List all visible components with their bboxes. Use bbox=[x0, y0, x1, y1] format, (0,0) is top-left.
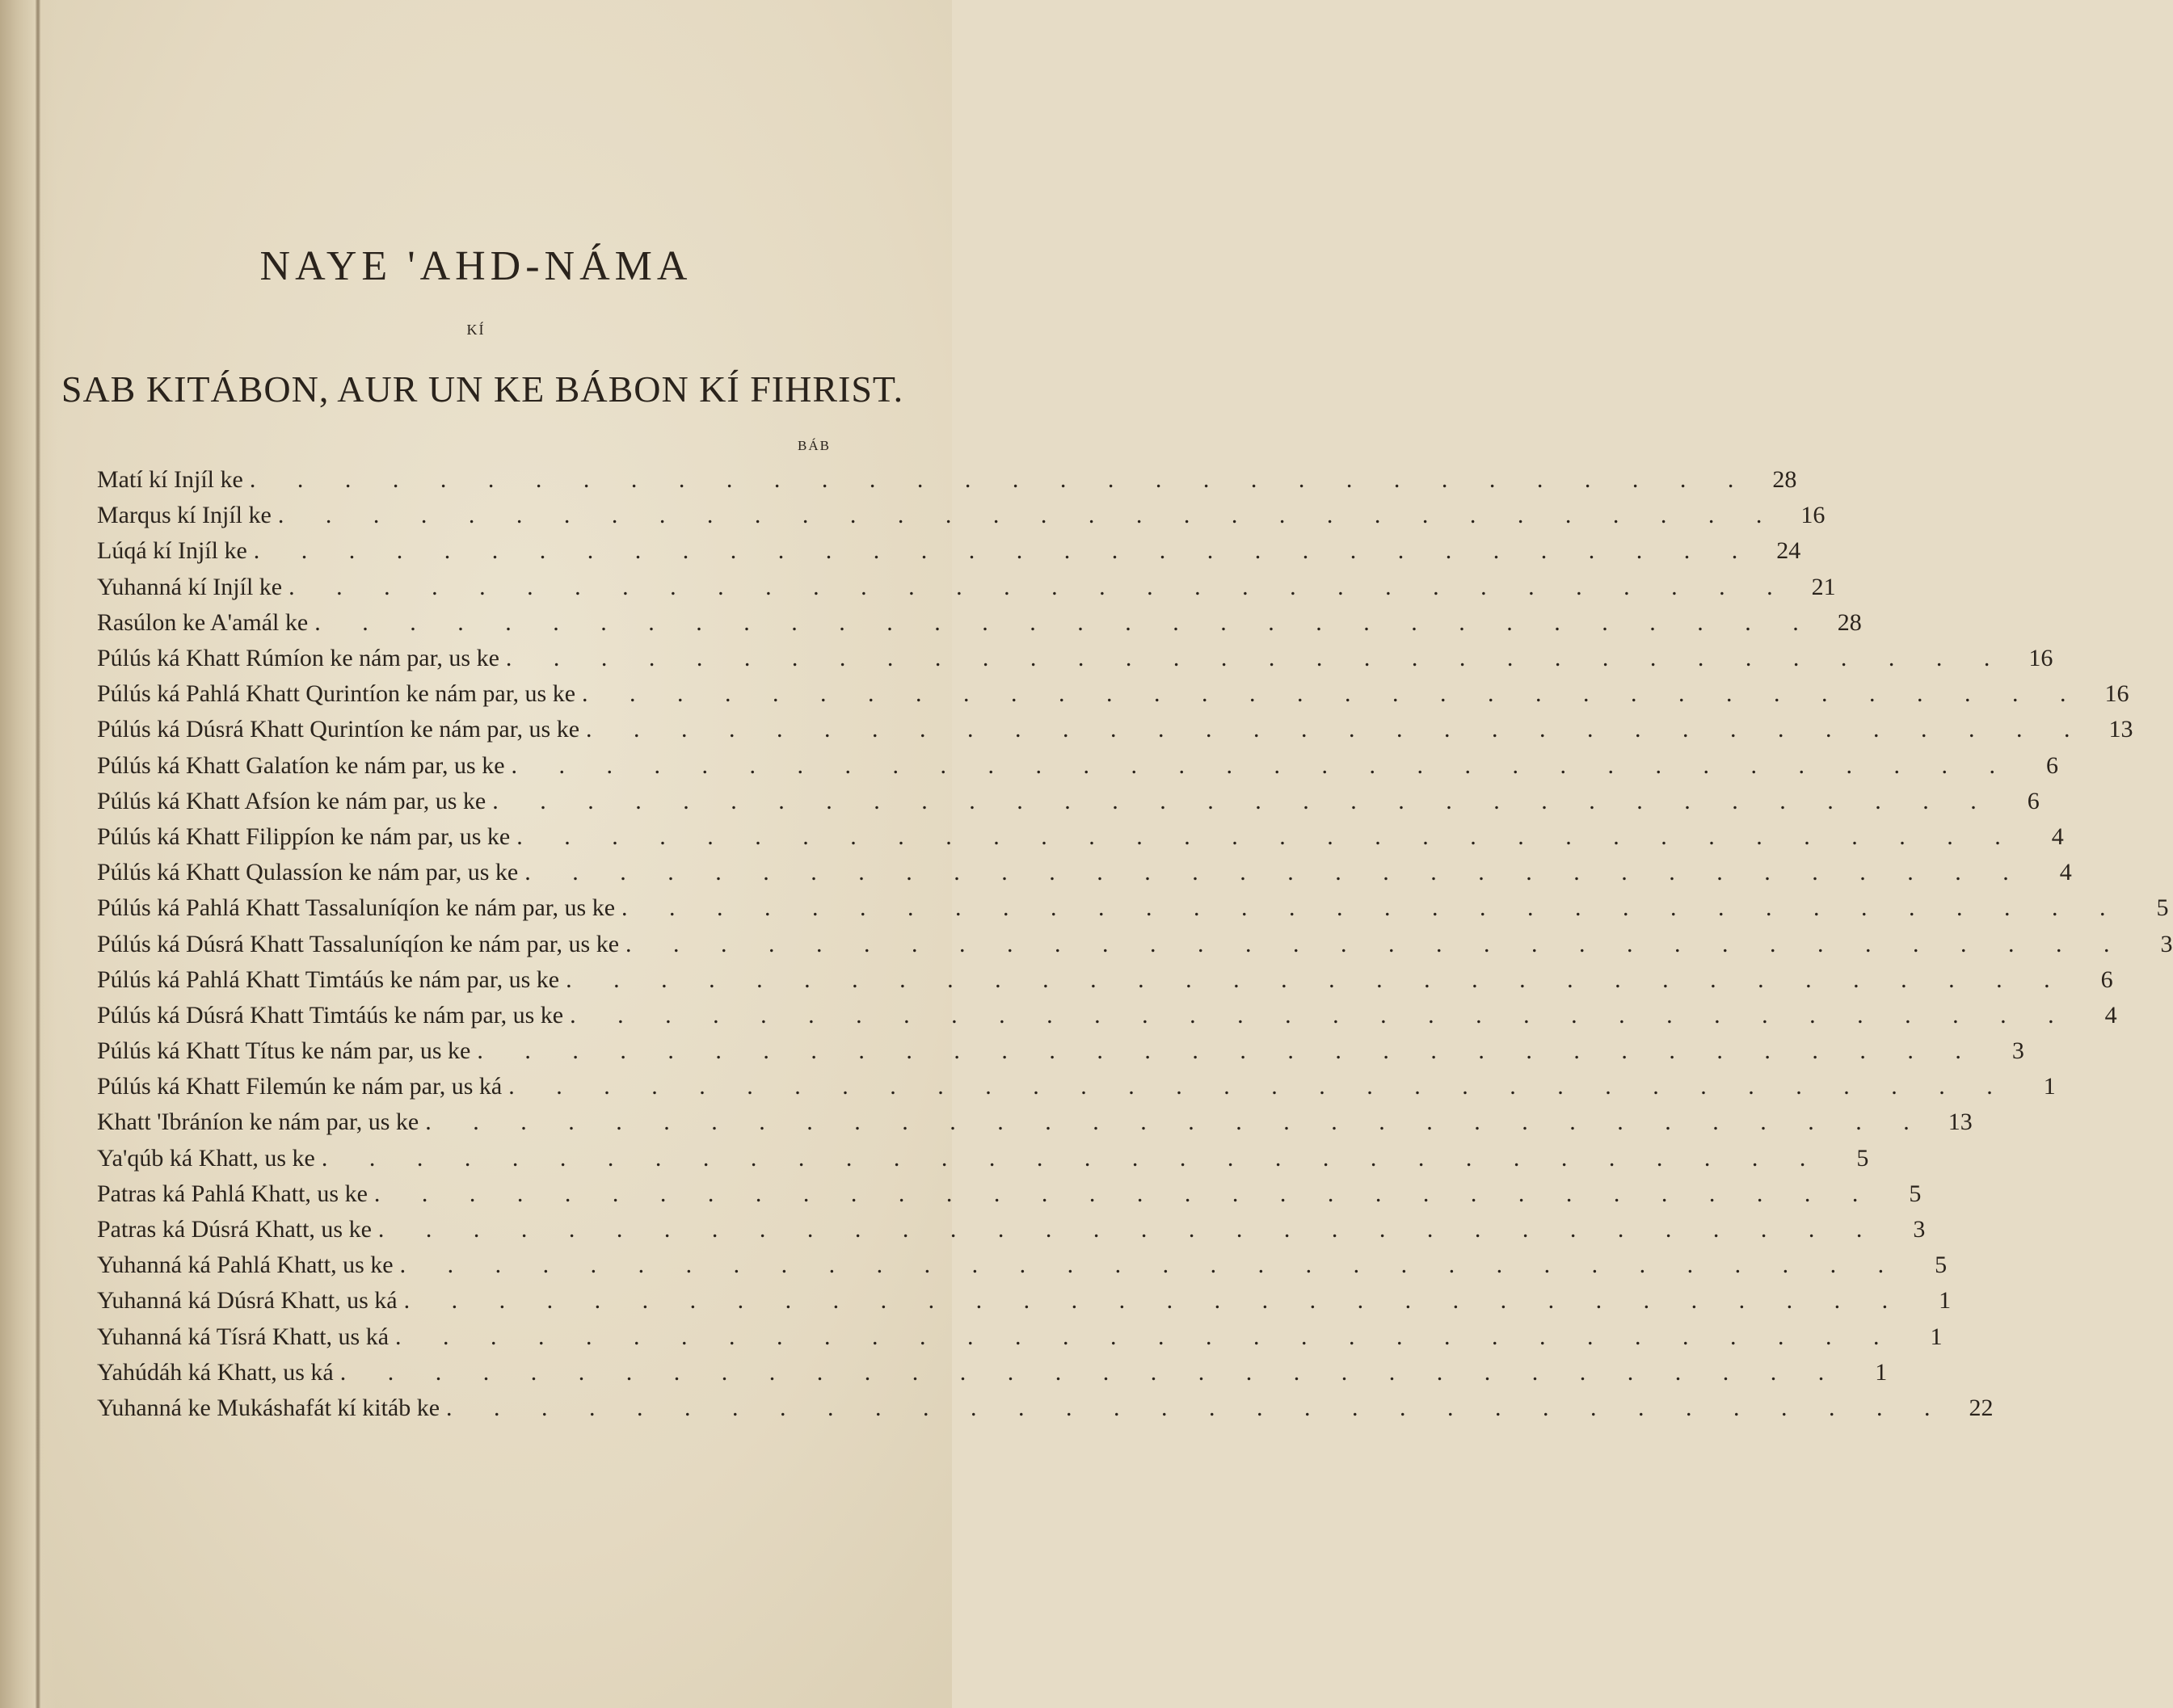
toc-entry bbox=[97, 1176, 1922, 1212]
toc-entry-chapter-count: 1 bbox=[1875, 1358, 1888, 1386]
toc-entry bbox=[97, 1390, 1994, 1426]
toc-entry bbox=[97, 926, 2173, 961]
toc-entry-chapter-count: 5 bbox=[1856, 1144, 1869, 1172]
toc-entry-chapter-count: 4 bbox=[2059, 859, 2072, 886]
dot-leader: . . . . . . . . . . . . . . . . . . . . . . . . . . . . . . . . bbox=[288, 573, 1791, 600]
toc-entry bbox=[97, 605, 1862, 641]
contents-heading: SAB KITÁBON, AUR UN KE BÁBON KÍ FIHRIST. bbox=[61, 368, 904, 410]
toc-entry-title: Púlús ká Khatt Filippíon ke nám par, us ke bbox=[97, 822, 511, 850]
table-of-contents bbox=[97, 462, 2173, 1426]
toc-entry-chapter-count: 16 bbox=[2104, 680, 2129, 708]
toc-entry bbox=[97, 819, 2064, 855]
toc-entry-chapter-count: 13 bbox=[2108, 716, 2133, 743]
toc-entry-chapter-count: 24 bbox=[1776, 537, 1801, 565]
dot-leader: . . . . . . . . . . . . . . . . . . . . . . . . . . . . . . . . bbox=[511, 751, 2014, 779]
toc-entry bbox=[97, 998, 2117, 1033]
toc-entry-title: Púlús ká Dúsrá Khatt Tassaluníqíon ke nám par, us ke bbox=[97, 930, 620, 957]
toc-entry-title: Púlús ká Pahlá Khatt Timtáús ke nám par, us ke bbox=[97, 965, 560, 993]
toc-entry bbox=[97, 962, 2113, 998]
dot-leader: . . . . . . . . . . . . . . . . . . . . . . . . . . . . . . . . bbox=[253, 537, 1756, 565]
toc-entry bbox=[97, 1141, 1869, 1176]
dot-leader: . . . . . . . . . . . . . . . . . . . . . . . . . . . . . . . . bbox=[446, 1394, 1948, 1421]
dot-leader: . . . . . . . . . . . . . . . . . . . . . . . . . . . . . . . . bbox=[566, 965, 2068, 993]
toc-entry-title: Púlús ká Khatt Títus ke nám par, us ke bbox=[97, 1037, 471, 1065]
toc-entry bbox=[97, 533, 1801, 569]
toc-entry-title: Púlús ká Khatt Afsíon ke nám par, us ke bbox=[97, 787, 486, 814]
dot-leader: . . . . . . . . . . . . . . . . . . . . . . . . . . . . . . . . bbox=[505, 645, 2008, 672]
dot-leader: . . . . . . . . . . . . . . . . . . . . . . . . . . . . . . . . bbox=[492, 787, 1994, 814]
toc-entry-title: Lúqá kí Injíl ke bbox=[97, 537, 247, 565]
toc-entry-chapter-count: 5 bbox=[1909, 1180, 1922, 1207]
toc-entry-chapter-count: 21 bbox=[1811, 573, 1836, 600]
toc-entry bbox=[97, 1319, 1943, 1355]
toc-entry bbox=[97, 1283, 1952, 1319]
toc-entry-chapter-count: 22 bbox=[1969, 1394, 1994, 1421]
toc-entry-chapter-count: 4 bbox=[2051, 822, 2064, 850]
toc-entry-chapter-count: 13 bbox=[1948, 1109, 1973, 1136]
dot-leader: . . . . . . . . . . . . . . . . . . . . . . . . . . . . . . . . bbox=[586, 716, 2088, 743]
dot-leader: . . . . . . . . . . . . . . . . . . . . . . . . . . . . . . . . bbox=[508, 1073, 2011, 1100]
chapters-column-header: BÁB bbox=[798, 438, 831, 453]
toc-entry-title: Púlús ká Pahlá Khatt Tassaluníqíon ke nám par, us ke bbox=[97, 894, 616, 922]
toc-entry bbox=[97, 498, 1826, 533]
toc-entry-title: Patras ká Pahlá Khatt, us ke bbox=[97, 1180, 368, 1207]
toc-entry-title: Púlús ká Khatt Rúmíon ke nám par, us ke bbox=[97, 645, 499, 672]
dot-leader: . . . . . . . . . . . . . . . . . . . . . . . . . . . . . . . . bbox=[277, 502, 1780, 529]
toc-entry-chapter-count: 16 bbox=[1800, 502, 1826, 529]
toc-entry-title: Púlús ká Pahlá Khatt Qurintíon ke nám par, us ke bbox=[97, 680, 576, 708]
toc-entry bbox=[97, 712, 2133, 747]
toc-entry-title: Yuhanná ká Pahlá Khatt, us ke bbox=[97, 1252, 394, 1279]
toc-entry-chapter-count: 6 bbox=[2046, 751, 2059, 779]
toc-entry-chapter-count: 28 bbox=[1837, 608, 1862, 636]
dot-leader: . . . . . . . . . . . . . . . . . . . . . . . . . . . . . . . . bbox=[249, 466, 1752, 494]
toc-entry bbox=[97, 748, 2059, 784]
dot-leader: . . . . . . . . . . . . . . . . . . . . . . . . . . . . . . . . bbox=[373, 1180, 1876, 1207]
dot-leader: . . . . . . . . . . . . . . . . . . . . . . . . . . . . . . . . bbox=[399, 1252, 1902, 1279]
toc-entry bbox=[97, 1104, 1973, 1140]
toc-entry bbox=[97, 1033, 2024, 1069]
toc-entry-title: Yuhanná ke Mukáshafát kí kitáb ke bbox=[97, 1394, 440, 1421]
toc-entry-chapter-count: 5 bbox=[1935, 1252, 1948, 1279]
toc-entry-chapter-count: 28 bbox=[1772, 466, 1797, 494]
toc-entry-title: Yahúdáh ká Khatt, us ká bbox=[97, 1358, 334, 1386]
toc-entry-chapter-count: 3 bbox=[1913, 1216, 1926, 1243]
dot-leader: . . . . . . . . . . . . . . . . . . . . . . . . . . . . . . . . bbox=[425, 1109, 1927, 1136]
dot-leader: . . . . . . . . . . . . . . . . . . . . . . . . . . . . . . . . bbox=[570, 1001, 2072, 1029]
toc-entry-title: Rasúlon ke A'amál ke bbox=[97, 608, 309, 636]
toc-entry-title: Matí kí Injíl ke bbox=[97, 466, 243, 494]
toc-entry-chapter-count: 3 bbox=[2160, 930, 2173, 957]
toc-entry bbox=[97, 855, 2072, 890]
toc-entry bbox=[97, 1069, 2056, 1104]
dot-leader: . . . . . . . . . . . . . . . . . . . . . . . . . . . . . . . . bbox=[403, 1287, 1906, 1315]
dot-leader: . . . . . . . . . . . . . . . . . . . . . . . . . . . . . . . . bbox=[377, 1216, 1880, 1243]
toc-entry-title: Púlús ká Dúsrá Khatt Qurintíon ke nám par, us ke bbox=[97, 716, 580, 743]
toc-entry-title: Púlús ká Khatt Filemún ke nám par, us ká bbox=[97, 1073, 503, 1100]
toc-entry-title: Púlús ká Khatt Qulassíon ke nám par, us ke bbox=[97, 859, 519, 886]
toc-entry-title: Púlús ká Dúsrá Khatt Timtáús ke nám par, us ke bbox=[97, 1001, 564, 1029]
toc-entry bbox=[97, 1247, 1948, 1283]
toc-entry-title: Ya'qúb ká Khatt, us ke bbox=[97, 1144, 315, 1172]
dot-leader: . . . . . . . . . . . . . . . . . . . . . . . . . . . . . . . . bbox=[582, 680, 2084, 708]
toc-entry bbox=[97, 890, 2169, 926]
toc-entry-title: Khatt 'Ibráníon ke nám par, us ke bbox=[97, 1109, 419, 1136]
title-connector: KÍ bbox=[466, 322, 486, 338]
toc-entry bbox=[97, 784, 2040, 819]
toc-entry-title: Patras ká Dúsrá Khatt, us ke bbox=[97, 1216, 372, 1243]
toc-entry-chapter-count: 5 bbox=[2156, 894, 2169, 922]
toc-entry-title: Yuhanná kí Injíl ke bbox=[97, 573, 283, 600]
toc-entry bbox=[97, 1212, 1926, 1247]
toc-entry-title: Yuhanná ká Tísrá Khatt, us ká bbox=[97, 1323, 390, 1350]
toc-entry bbox=[97, 641, 2053, 676]
toc-entry bbox=[97, 676, 2129, 712]
toc-entry-title: Púlús ká Khatt Galatíon ke nám par, us ke bbox=[97, 751, 505, 779]
dot-leader: . . . . . . . . . . . . . . . . . . . . . . . . . . . . . . . . bbox=[339, 1358, 1842, 1386]
toc-entry-chapter-count: 16 bbox=[2028, 645, 2053, 672]
dot-leader: . . . . . . . . . . . . . . . . . . . . . . . . . . . . . . . . bbox=[477, 1037, 1979, 1065]
toc-entry-chapter-count: 3 bbox=[2011, 1037, 2024, 1065]
dot-leader: . . . . . . . . . . . . . . . . . . . . . . . . . . . . . . . . bbox=[621, 894, 2124, 922]
toc-entry-chapter-count: 6 bbox=[2027, 787, 2040, 814]
dot-leader: . . . . . . . . . . . . . . . . . . . . . . . . . . . . . . . . bbox=[395, 1323, 1897, 1350]
dot-leader: . . . . . . . . . . . . . . . . . . . . . . . . . . . . . . . . bbox=[314, 608, 1817, 636]
toc-entry-title: Marqus kí Injíl ke bbox=[97, 502, 272, 529]
toc-entry bbox=[97, 1355, 1888, 1390]
toc-entry-chapter-count: 4 bbox=[2104, 1001, 2117, 1029]
toc-entry-chapter-count: 1 bbox=[1939, 1287, 1952, 1315]
dot-leader: . . . . . . . . . . . . . . . . . . . . . . . . . . . . . . . . bbox=[524, 859, 2027, 886]
toc-entry bbox=[97, 570, 1836, 605]
toc-entry-chapter-count: 1 bbox=[1930, 1323, 1943, 1350]
toc-entry-title: Yuhanná ká Dúsrá Khatt, us ká bbox=[97, 1287, 398, 1315]
toc-entry-chapter-count: 1 bbox=[2043, 1073, 2056, 1100]
toc-entry bbox=[97, 462, 1797, 498]
dot-leader: . . . . . . . . . . . . . . . . . . . . . . . . . . . . . . . . bbox=[321, 1144, 1824, 1172]
page-title: NAYE 'AHD-NÁMA bbox=[259, 243, 693, 289]
dot-leader: . . . . . . . . . . . . . . . . . . . . . . . . . . . . . . . . bbox=[516, 822, 2019, 850]
dot-leader: . . . . . . . . . . . . . . . . . . . . . . . . . . . . . . . . bbox=[625, 930, 2128, 957]
toc-entry-chapter-count: 6 bbox=[2100, 965, 2113, 993]
